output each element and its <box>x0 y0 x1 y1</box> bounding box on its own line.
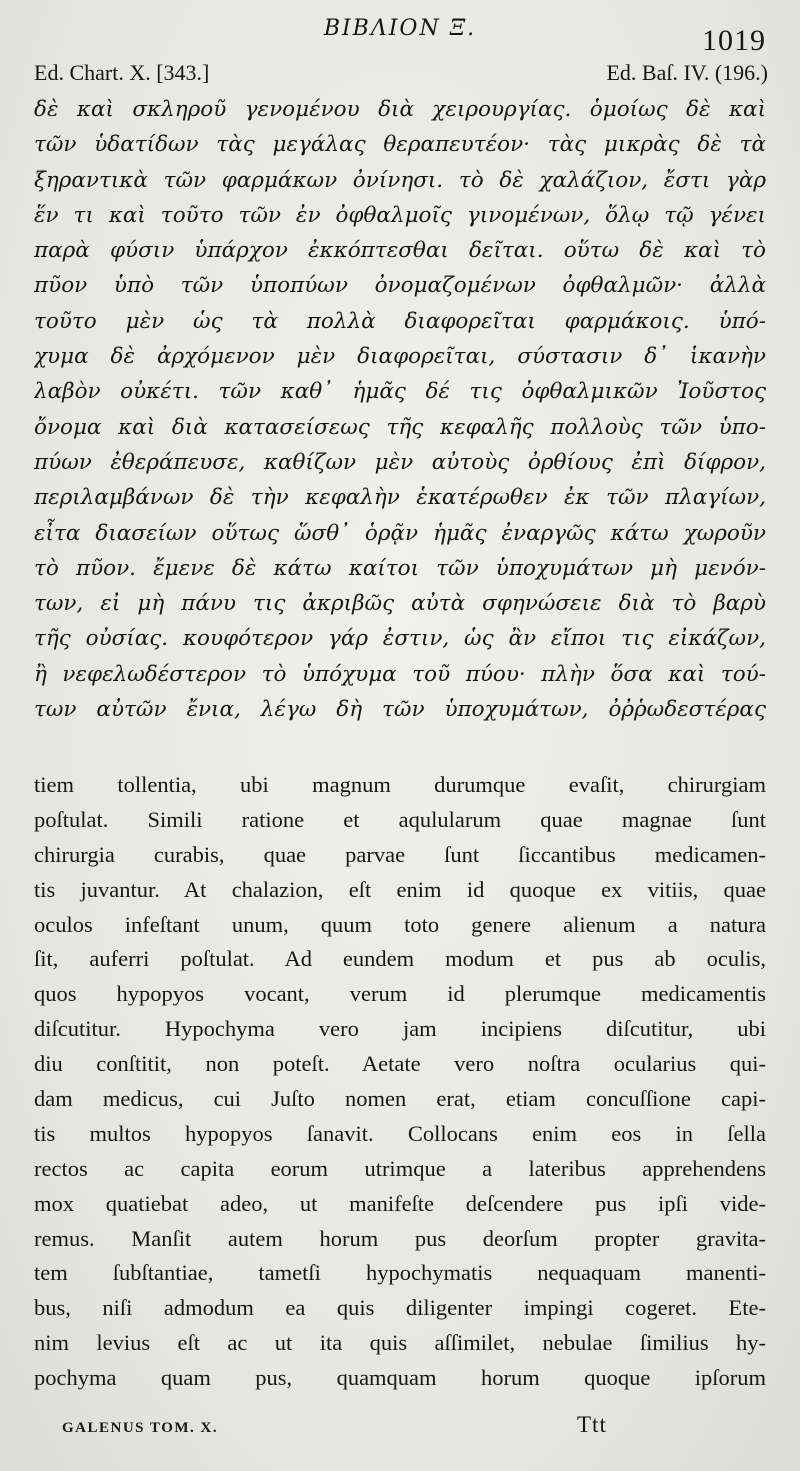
latin-text-line: quos hypopyos vocant, verum id plerumque medicamentis <box>34 981 766 1007</box>
latin-text-line: diſcutitur. Hypochyma vero jam incipiens diſcutitur, ubi <box>34 1016 766 1042</box>
greek-text-line: πύων ἐθεράπευσε, καθίζων μὲν αὐτοὺς ὀρθίους ἐπὶ δίφρον, <box>34 449 766 475</box>
latin-text-line: nim levius eſt ac ut ita quis aſſimilet, nebulae ſimilius hy- <box>34 1330 766 1356</box>
greek-text-line: τὸ πῦον. ἔμενε δὲ κάτω καίτοι τῶν ὑποχυμάτων μὴ μενόν- <box>34 555 766 581</box>
greek-text-line: των, εἰ μὴ πάνυ τις ἀκριβῶς αὐτὰ σφηνώσειε διὰ τὸ βαρὺ <box>34 591 766 617</box>
sheet-mark: Ttt <box>577 1412 607 1437</box>
footer-signature: GALENUS TOM. X. <box>62 1420 219 1436</box>
latin-text-line: tem ſubſtantiae, tametſi hypochymatis nequaquam manenti- <box>34 1260 766 1286</box>
greek-text-block <box>34 92 766 727</box>
latin-text-line: mox quatiebat adeo, ut manifeſte deſcendere pus ipſi vide- <box>34 1190 766 1216</box>
greek-text-line: λαβὸν οὐκέτι. τῶν καθ᾽ ἡμᾶς δέ τις ὀφθαλμικῶν Ἰοῦστος <box>34 379 766 405</box>
greek-text-line: ξηραντικὰ τῶν φαρμάκων ὀνίνησι. τὸ δὲ χαλάζιον, ἔστι γὰρ <box>34 167 766 193</box>
greek-text-line: χυμα δὲ ἀρχόμενον μὲν διαφορεῖται, σύστασιν δ᾽ ἱκανὴν <box>34 344 766 370</box>
greek-text-line: περιλαμβάνων δὲ τὴν κεφαλὴν ἑκατέρωθεν ἐκ τῶν πλαγίων, <box>34 485 766 511</box>
latin-text-line: rectos ac capita eorum utrimque a lateribus apprehendens <box>34 1155 766 1181</box>
latin-text-line: ſit, auferri poſtulat. Ad eundem modum et pus ab oculis, <box>34 946 766 972</box>
greek-text-line: ἢ νεφελωδέστερον τὸ ὑπόχυμα τοῦ πύου· πλὴν ὅσα καὶ τού- <box>34 661 766 687</box>
greek-text-line: πῦον ὑπὸ τῶν ὑποπύων ὀνομαζομένων ὀφθαλμῶν· ἀλλὰ <box>34 273 766 299</box>
greek-text-line: ἕν τι καὶ τοῦτο τῶν ἐν ὀφθαλμοῖς γινομένων, ὅλῳ τῷ γένει <box>34 202 766 228</box>
latin-text-line: tiem tollentia, ubi magnum durumque evaſit, chirurgiam <box>34 772 766 797</box>
latin-text-line: oculos infeſtant unum, quum toto genere alienum a natura <box>34 911 766 937</box>
greek-text-line: παρὰ φύσιν ὑπάρχον ἐκκόπτεσθαι δεῖται. οὕτω δὲ καὶ τὸ <box>34 238 766 264</box>
edition-reference-left: Ed. Chart. X. [343.] <box>34 60 210 85</box>
greek-text-line: τῆς οὐσίας. κουφότερον γάρ ἐστιν, ὡς ἂν εἴποι τις εἰκάζων, <box>34 626 766 652</box>
greek-text-line: ὄνομα καὶ διὰ κατασείσεως τῆς κεφαλῆς πολλοὺς τῶν ὑπο- <box>34 414 766 440</box>
greek-text-line: δὲ καὶ σκληροῦ γενομένου διὰ χειρουργίας. ὁμοίως δὲ καὶ <box>34 97 766 122</box>
latin-text-line: poſtulat. Simili ratione et aqulularum quae magnae ſunt <box>34 806 766 832</box>
greek-text-line: τῶν ὑδατίδων τὰς μεγάλας θεραπευτέον· τὰς μικρὰς δὲ τὰ <box>34 132 766 158</box>
running-title: ΒΙΒΛΙΟΝ Ξ. <box>323 16 477 41</box>
latin-text-line: dam medicus, cui Juſto nomen erat, etiam concuſſione capi- <box>34 1086 766 1112</box>
latin-text-line: bus, niſi admodum ea quis diligenter impingi cogeret. Ete- <box>34 1295 766 1321</box>
latin-text-line: diu conſtitit, non poteſt. Aetate vero noſtra ocularius qui- <box>34 1051 766 1077</box>
page-number: 1019 <box>702 24 766 57</box>
greek-text-line: των αὐτῶν ἔνια, λέγω δὴ τῶν ὑποχυμάτων, ὀῤῥωδεστέρας <box>34 697 766 723</box>
latin-text-block <box>34 768 766 1396</box>
edition-reference-right: Ed. Baſ. IV. (196.) <box>606 60 768 85</box>
latin-text-line: pochyma quam pus, quamquam horum quoque ipſorum <box>34 1365 766 1391</box>
greek-text-line: εἶτα διασείων οὕτως ὥσθ᾽ ὁρᾷν ἡμᾶς ἐναργῶς κάτω χωροῦν <box>34 520 766 546</box>
latin-text-line: tis multos hypopyos ſanavit. Collocans enim eos in ſella <box>34 1120 766 1146</box>
greek-text-line: τοῦτο μὲν ὡς τὰ πολλὰ διαφορεῖται φαρμάκοις. ὑπό- <box>34 308 766 334</box>
latin-text-line: chirurgia curabis, quae parvae ſunt ſiccantibus medicamen- <box>34 841 766 867</box>
latin-text-line: tis juvantur. At chalazion, eſt enim id quoque ex vitiis, quae <box>34 876 766 902</box>
latin-text-line: remus. Manſit autem horum pus deorſum propter gravita- <box>34 1225 766 1251</box>
